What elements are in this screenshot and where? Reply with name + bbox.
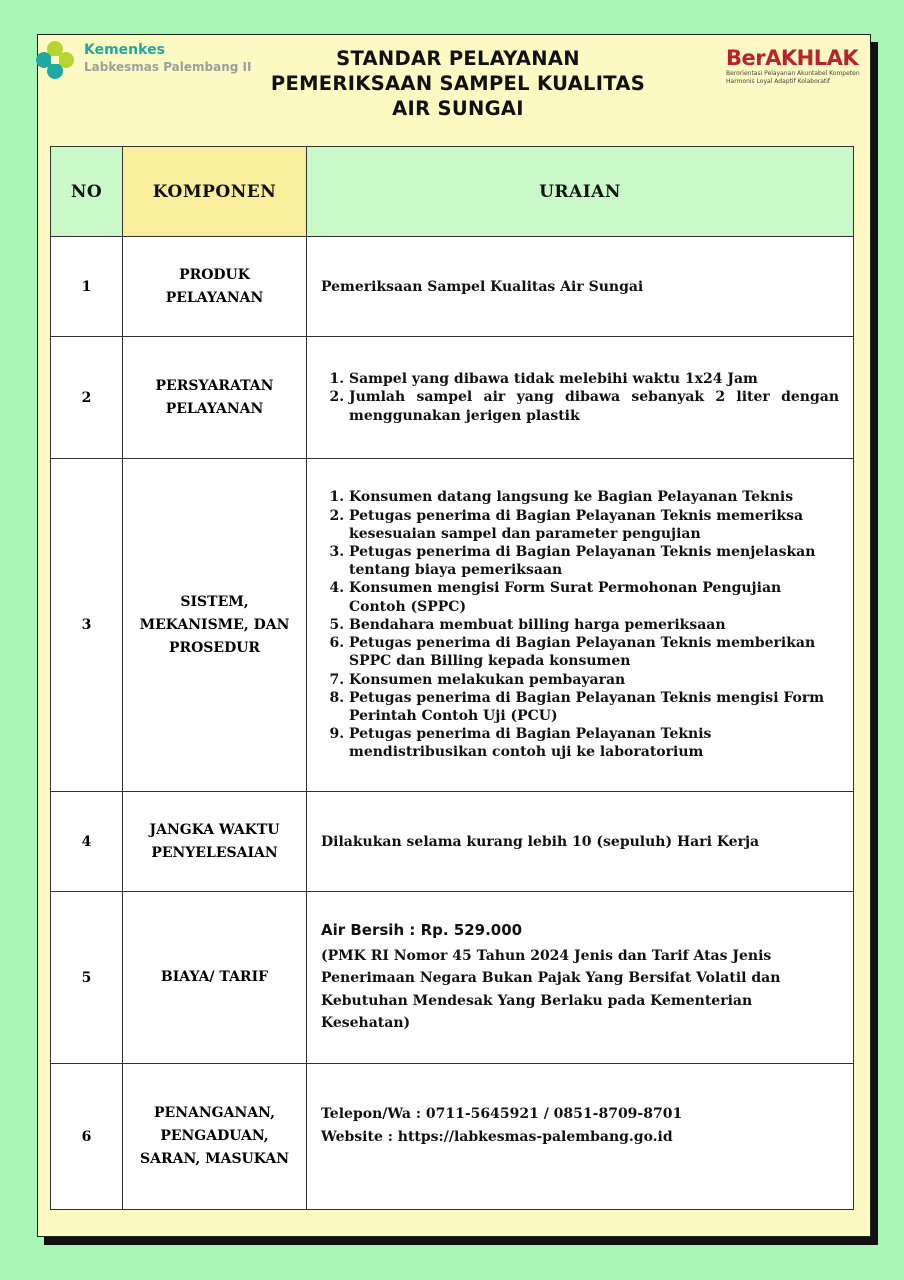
row-uraian	[307, 1064, 854, 1210]
row-komponen	[123, 892, 307, 1064]
row-number: 3	[51, 459, 123, 792]
row-number: 2	[51, 337, 123, 459]
contact-website[interactable]: Website : https://labkesmas-palembang.go.id	[321, 1128, 673, 1145]
row-number: 1	[51, 237, 123, 337]
header-no: NO	[51, 147, 123, 237]
title-line: STANDAR PELAYANAN	[336, 47, 580, 70]
service-standard-table	[50, 146, 854, 1210]
komponen-line: PELAYANAN	[165, 400, 264, 417]
komponen-line: BIAYA/ TARIF	[160, 969, 269, 985]
contact-info	[321, 1103, 839, 1149]
table-header-row	[51, 147, 854, 237]
row-number: 4	[51, 792, 123, 892]
requirements-list	[321, 370, 839, 425]
title-line: PEMERIKSAAN SAMPEL KUALITAS	[270, 72, 646, 95]
procedure-list	[321, 488, 839, 761]
page-title	[250, 46, 666, 121]
table-row	[51, 237, 854, 337]
tarif-note-line: Penerimaan Negara Bukan Pajak Yang Bersifat Volatil dan	[321, 970, 781, 986]
komponen-line: PRODUK	[179, 266, 250, 283]
table-row	[51, 892, 854, 1064]
table-row	[51, 337, 854, 459]
row-komponen	[123, 337, 307, 459]
berakhlak-main: AKHLAK	[765, 46, 859, 70]
table-row	[51, 459, 854, 792]
komponen-line: SARAN, MASUKAN	[139, 1151, 290, 1167]
komponen-line: JANGKA WAKTU	[149, 821, 280, 838]
row-komponen	[123, 459, 307, 792]
kemenkes-name: Kemenkes	[84, 42, 165, 58]
contact-phone: Telepon/Wa : 0711-5645921 / 0851-8709-8701	[321, 1105, 683, 1122]
list-item: 1. Konsumen datang langsung ke Bagian Pelayanan Teknis	[349, 488, 839, 506]
table-row	[51, 1064, 854, 1210]
kemenkes-emblem-icon	[32, 36, 78, 84]
row-komponen	[123, 237, 307, 337]
row-uraian	[307, 459, 854, 792]
row-number: 6	[51, 1064, 123, 1210]
berakhlak-prefix: Ber	[726, 46, 766, 70]
list-item: 3. Petugas penerima di Bagian Pelayanan Teknis menjelaskan tentang biaya pemeriksaan	[349, 543, 839, 579]
header-uraian: URAIAN	[307, 147, 854, 237]
berakhlak-tagline: Harmonis Loyal Adaptif Kolaboratif	[726, 78, 831, 85]
title-line: AIR SUNGAI	[392, 97, 524, 120]
table-row	[51, 792, 854, 892]
row-number: 5	[51, 892, 123, 1064]
tarif-note-line: (PMK RI Nomor 45 Tahun 2024 Jenis dan Tarif Atas Jenis	[321, 947, 772, 964]
berakhlak-logo	[726, 46, 870, 92]
row-uraian	[307, 892, 854, 1064]
komponen-line: SISTEM,	[180, 593, 249, 610]
komponen-line: PENYELESAIAN	[151, 844, 278, 861]
komponen-line: PELAYANAN	[165, 289, 264, 306]
kemenkes-logo	[32, 36, 262, 84]
berakhlak-wordmark	[726, 46, 870, 70]
list-item: 7. Konsumen melakukan pembayaran	[349, 671, 839, 689]
header-komponen: KOMPONEN	[123, 147, 307, 237]
list-item: 8. Petugas penerima di Bagian Pelayanan Teknis mengisi Form Perintah Contoh Uji (PCU)	[349, 689, 839, 725]
row-uraian	[307, 237, 854, 337]
komponen-line: PROSEDUR	[168, 639, 261, 656]
komponen-line: PENANGANAN,	[154, 1105, 275, 1121]
list-item: 2. Petugas penerima di Bagian Pelayanan Teknis memeriksa kesesuaian sampel dan parameter pengujian	[349, 507, 839, 543]
list-item: 6. Petugas penerima di Bagian Pelayanan Teknis memberikan SPPC dan Billing kepada konsumen	[349, 634, 839, 670]
list-item: 2. Jumlah sampel air yang dibawa sebanyak 2 liter dengan menggunakan jerigen plastik	[349, 388, 839, 424]
tarif-note-line: Kebutuhan Mendesak Yang Berlaku pada Kementerian Kesehatan)	[321, 992, 753, 1031]
uraian-text: Dilakukan selama kurang lebih 10 (sepuluh) Hari Kerja	[321, 833, 760, 850]
row-uraian	[307, 337, 854, 459]
komponen-line: PERSYARATAN	[155, 377, 274, 394]
list-item: 9. Petugas penerima di Bagian Pelayanan Teknis mendistribusikan contoh uji ke laboratorium	[349, 725, 839, 761]
list-item: 1. Sampel yang dibawa tidak melebihi waktu 1x24 Jam	[349, 370, 839, 388]
row-uraian	[307, 792, 854, 892]
uraian-text: Pemeriksaan Sampel Kualitas Air Sungai	[321, 278, 644, 295]
komponen-line: PENGADUAN,	[160, 1128, 269, 1144]
berakhlak-tagline: Berorientasi Pelayanan Akuntabel Kompeten	[726, 70, 860, 77]
row-komponen	[123, 792, 307, 892]
tarif-price: Air Bersih : Rp. 529.000	[321, 920, 523, 939]
tarif-note	[321, 945, 839, 1035]
kemenkes-subtitle: Labkesmas Palembang II	[84, 60, 252, 74]
list-item: 4. Konsumen mengisi Form Surat Permohonan Pengujian Contoh (SPPC)	[349, 579, 839, 615]
row-komponen	[123, 1064, 307, 1210]
komponen-line: MEKANISME, DAN	[139, 616, 290, 633]
list-item: 5. Bendahara membuat billing harga pemeriksaan	[349, 616, 839, 634]
